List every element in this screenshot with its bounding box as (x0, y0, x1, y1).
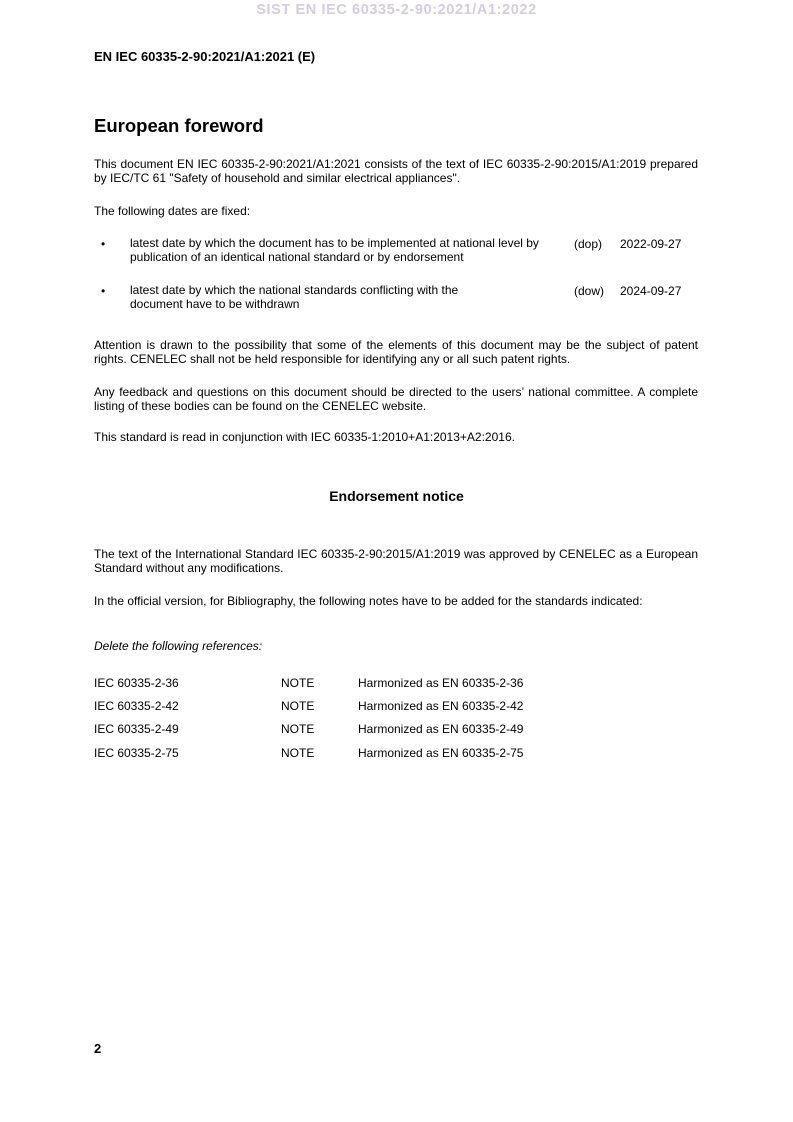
reference-note: NOTE (281, 676, 315, 690)
reference-note: NOTE (281, 746, 315, 760)
reference-note: NOTE (281, 722, 315, 736)
reference-standard: IEC 60335-2-49 (94, 722, 179, 736)
reference-row (94, 699, 694, 715)
date-dow-text: latest date by which the national standards conflicting with the document have to be withdrawn (130, 283, 459, 311)
reference-harmonized: Harmonized as EN 60335-2-36 (358, 676, 524, 690)
endorsement-text: The text of the International Standard IEC 60335-2-90:2015/A1:2019 was approved by CENELEC as a European Standard without any modifications. (94, 547, 698, 575)
foreword-intro: This document EN IEC 60335-2-90:2021/A1:2021 consists of the text of IEC 60335-2-90:2015/A1:2019 prepared by IEC/TC 61 "Safety of household and similar electrical appliances". (94, 157, 698, 185)
reference-harmonized: Harmonized as EN 60335-2-49 (358, 722, 524, 736)
reference-standard: IEC 60335-2-75 (94, 746, 179, 760)
reference-note: NOTE (281, 699, 315, 713)
feedback-paragraph: Any feedback and questions on this document should be directed to the users’ national committee. A complete listing of these bodies can be found on the CENELEC website. (94, 385, 698, 413)
dates-intro: The following dates are fixed: (94, 204, 251, 218)
patent-paragraph: Attention is drawn to the possibility that some of the elements of this document may be the subject of patent rights. CENELEC shall not be held responsible for identifying any or all such patent rights. (94, 338, 698, 366)
date-dow-value: 2024-09-27 (620, 284, 682, 298)
reference-standard: IEC 60335-2-42 (94, 699, 179, 713)
document-id-header: EN IEC 60335-2-90:2021/A1:2021 (E) (94, 49, 316, 64)
reference-row (94, 722, 694, 738)
date-dop-abbr: (dop) (574, 237, 603, 251)
reference-harmonized: Harmonized as EN 60335-2-42 (358, 699, 524, 713)
bullet-dop: • (101, 237, 106, 251)
official-version-paragraph: In the official version, for Bibliography, the following notes have to be added for the standards indicated: (94, 594, 643, 608)
endorsement-title: Endorsement notice (329, 488, 464, 504)
delete-references-label: Delete the following references: (94, 639, 263, 653)
reference-row (94, 746, 694, 762)
reference-row (94, 676, 694, 692)
reference-harmonized: Harmonized as EN 60335-2-75 (358, 746, 524, 760)
page-number: 2 (94, 1041, 102, 1056)
watermark: SIST EN IEC 60335-2-90:2021/A1:2022 (256, 2, 537, 18)
date-dop-text: latest date by which the document has to be implemented at national level by publication of an identical national standard or by endorsement (130, 236, 539, 264)
date-dop-value: 2022-09-27 (620, 237, 682, 251)
conjunction-paragraph: This standard is read in conjunction with IEC 60335-1:2010+A1:2013+A2:2016. (94, 430, 515, 444)
bullet-dow: • (101, 284, 106, 298)
reference-standard: IEC 60335-2-36 (94, 676, 179, 690)
date-dow-abbr: (dow) (574, 284, 605, 298)
foreword-title: European foreword (94, 115, 264, 136)
